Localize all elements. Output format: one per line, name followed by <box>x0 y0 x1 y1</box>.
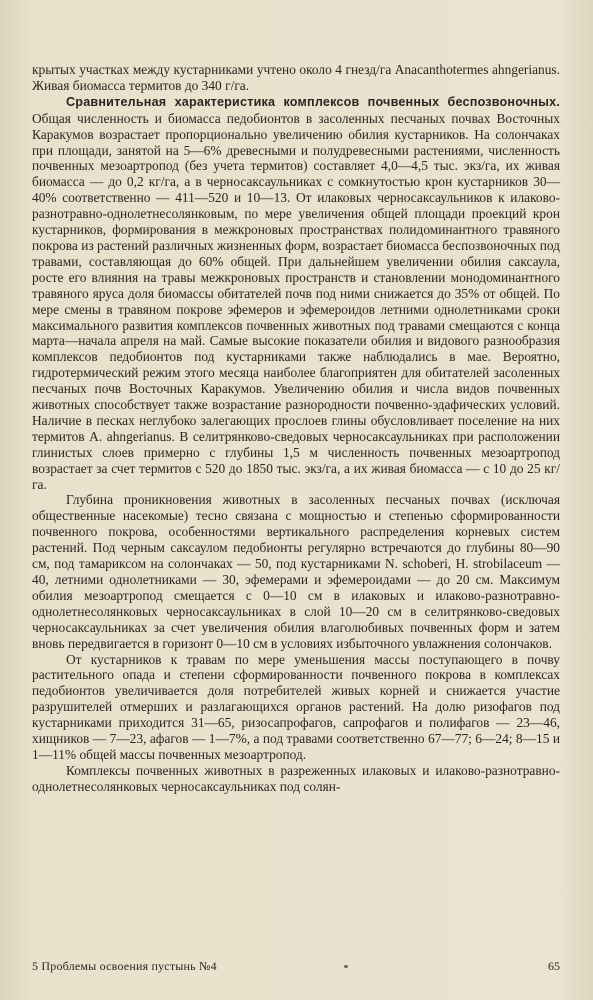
paragraph-2-text: Общая численность и биомасса педобионтов в засоленных песчаных почвах Восточных Каракумов возрастает пропорционально увеличению обилия кустарников. На солончаках при площади, занятой на 5—6% древесными и полудревесными растениями, численность почвенных мезоартропод (без учета термитов) составляет 4,0—4,5 тыс. экз/га, их живая биомасса — до 0,2 кг/га, а в черносаксаульниках с сомкнутостью крон кустарников 30—40% соответственно — 411—520 и 10—13. От илаковых черносаксаульников к илаково-разнотравно-однолетнесолянковым, по мере увеличения общей площади проекций крон кустарников, формирования в межкроновых пространствах полидоминантного травяного покрова из растений различных жизненных форм, возрастает биомасса беспозвоночных под травами, составляющая до 60% общей. При дальнейшем увеличении обилия саксаула, росте его влияния на травы межкроновых пространств и становлении монодоминантного травяного яруса доля биомассы обитателей почв под ними снижается до 35% от общей. По мере смены в травяном покрове эфемеров и эфемероидов летними однолетниками сроки максимального развития комплексов почвенных животных под травами смещаются с конца марта—начала апреля на май. Самые высокие показатели обилия и видового разнообразия комплексов педобионтов под кустарниками также наблюдались в мае. Вероятно, гидротермический режим этого месяца наиболее благоприятен для обитателей засоленных песчаных почв Восточных Каракумов. Увеличению обилия и числа видов почвенных животных способствует также возрастание разнородности почвенно-эдафических условий. Наличие в песках неглубоко залегающих прослоев глины обусловливает поселение на них термитов A. ahngerianus. В селитрянково-сведовых черносаксаульниках при расположении глинистых слоев примерно с глубины 1,5 м численность почвенных мезоартропод возрастает за счет термитов с 520 до 1850 тыс. экз/га, а их живая биомасса — с 10 до 25 кг/га. <box>32 110 560 492</box>
body-text <box>32 62 560 795</box>
page-footer <box>32 959 560 974</box>
page-number: 65 <box>548 959 560 973</box>
paragraph-5 <box>32 763 560 795</box>
paragraph-4 <box>32 652 560 763</box>
paragraph-1 <box>32 62 560 94</box>
paragraph-3 <box>32 492 560 651</box>
paragraph-4-text: От кустарников к травам по мере уменьшения массы поступающего в почву растительного опада и степени сформированности почвенного покрова в комплексах педобионтов увеличивается доля потребителей живых корней и снижается участие разрушителей отмерших и разлагающихся органов растений. На долю ризофагов под кустарниками приходится 31—65, ризосапрофагов, сапрофагов и полифагов — 23—46, хищников — 7—23, афагов — 1—7%, а под травами соответственно 67—77; 6—24; 8—15 и 1—11% общей массы почвенных мезоартропод. <box>32 651 560 762</box>
paragraph-1-text: крытых участках между кустарниками учтено около 4 гнезд/га Anacanthotermes ahngerianus. Живая биомасса термитов до 340 г/га. <box>32 62 560 93</box>
section-heading: Сравнительная характеристика комплексов почвенных беспозвоночных. <box>66 94 560 109</box>
paragraph-3-text: Глубина проникновения животных в засоленных песчаных почвах (исключая общественные насекомые) тесно связана с мощностью и степенью сформированности почвенного покрова, особенностями вертикального распределения корневых систем растений. Под черным саксаулом педобионты регулярно встречаются до глубины 80—90 см, под тамариксом на солончаках — 50, под кустарниками N. schoberi, H. strobilaceum — 40, летними однолетниками — 30, эфемерами и эфемероидами — до 20 см. Максимум обилия мезоартропод смещается с 0—10 см в илаковых и илаково-разнотравно-однолетнесолянковых черносаксаульниках в слой 10—20 см в селитрянково-сведовых черносаксаульниках за счет увеличения обилия влаголюбивых почвенных форм и затем вновь передвигается в горизонт 0—10 см в условиях избыточного увлажнения солончаков. <box>32 492 560 651</box>
footer-signature: 5 Проблемы освоения пустынь №4 <box>32 959 217 973</box>
paragraph-2 <box>32 94 560 493</box>
paragraph-5-text: Комплексы почвенных животных в разреженных илаковых и илаково-разнотравно-однолетнесолянковых черносаксаульниках под солян- <box>32 762 560 794</box>
